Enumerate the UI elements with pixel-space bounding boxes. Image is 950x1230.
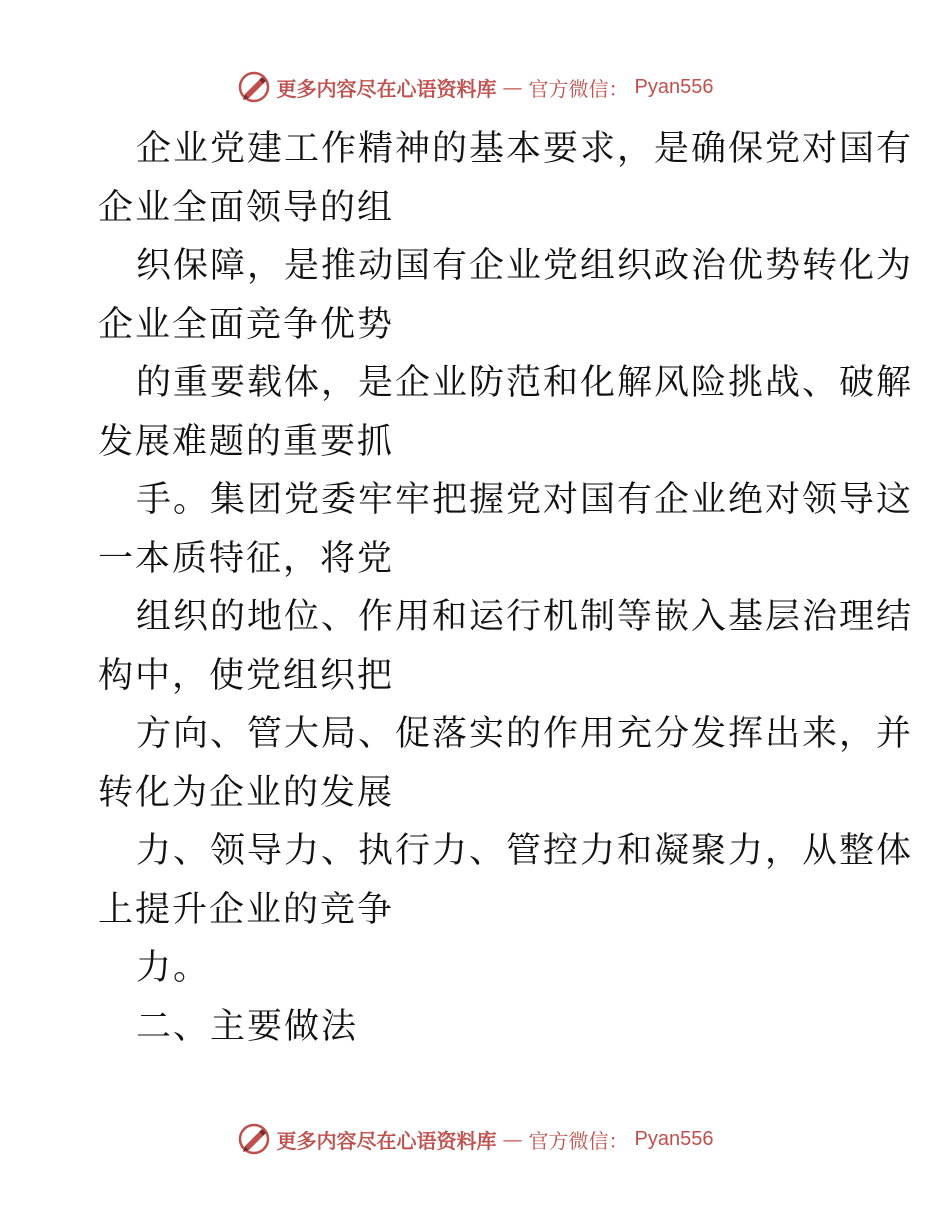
body-line-8: 一本质特征，将党 (98, 538, 395, 579)
body-line-4: 企业全面竞争优势 (98, 304, 395, 345)
body-line-12: 转化为企业的发展 (98, 772, 395, 813)
pen-logo-icon (237, 70, 271, 104)
document-body (98, 120, 914, 1056)
body-line-13: 力、领导力、执行力、管控力和凝聚力，从整体 (136, 831, 914, 871)
banner-dash: — (502, 75, 523, 99)
footer-banner (0, 1122, 950, 1156)
body-line-11: 方向、管大局、促落实的作用充分发挥出来，并 (136, 714, 914, 754)
section-heading: 二、主要做法 (136, 1006, 359, 1047)
pen-logo-icon (237, 1122, 271, 1156)
body-line-2: 企业全面领导的组 (98, 187, 395, 228)
banner-dash: — (502, 1127, 523, 1151)
body-line-10: 构中，使党组织把 (98, 655, 395, 696)
body-line-1: 企业党建工作精神的基本要求，是确保党对国有 (136, 129, 914, 169)
header-banner (0, 70, 950, 104)
banner-wechat-id: Pyan556 (634, 75, 714, 98)
banner-label: 官方微信： (528, 76, 629, 101)
body-line-14: 上提升企业的竞争 (98, 889, 395, 930)
body-line-7: 手。集团党委牢牢把握党对国有企业绝对领导这 (136, 480, 914, 520)
banner-text: 更多内容尽在心语资料库 (276, 1128, 497, 1153)
body-line-9: 组织的地位、作用和运行机制等嵌入基层治理结 (136, 597, 914, 637)
banner-text: 更多内容尽在心语资料库 (276, 76, 497, 101)
body-line-6: 发展难题的重要抓 (98, 421, 395, 462)
body-line-3: 织保障，是推动国有企业党组织政治优势转化为 (136, 246, 914, 286)
body-line-5: 的重要载体，是企业防范和化解风险挑战、破解 (136, 363, 914, 403)
banner-wechat-id: Pyan556 (634, 1127, 714, 1150)
body-line-15: 力。 (136, 948, 211, 988)
banner-label: 官方微信： (528, 1128, 629, 1153)
